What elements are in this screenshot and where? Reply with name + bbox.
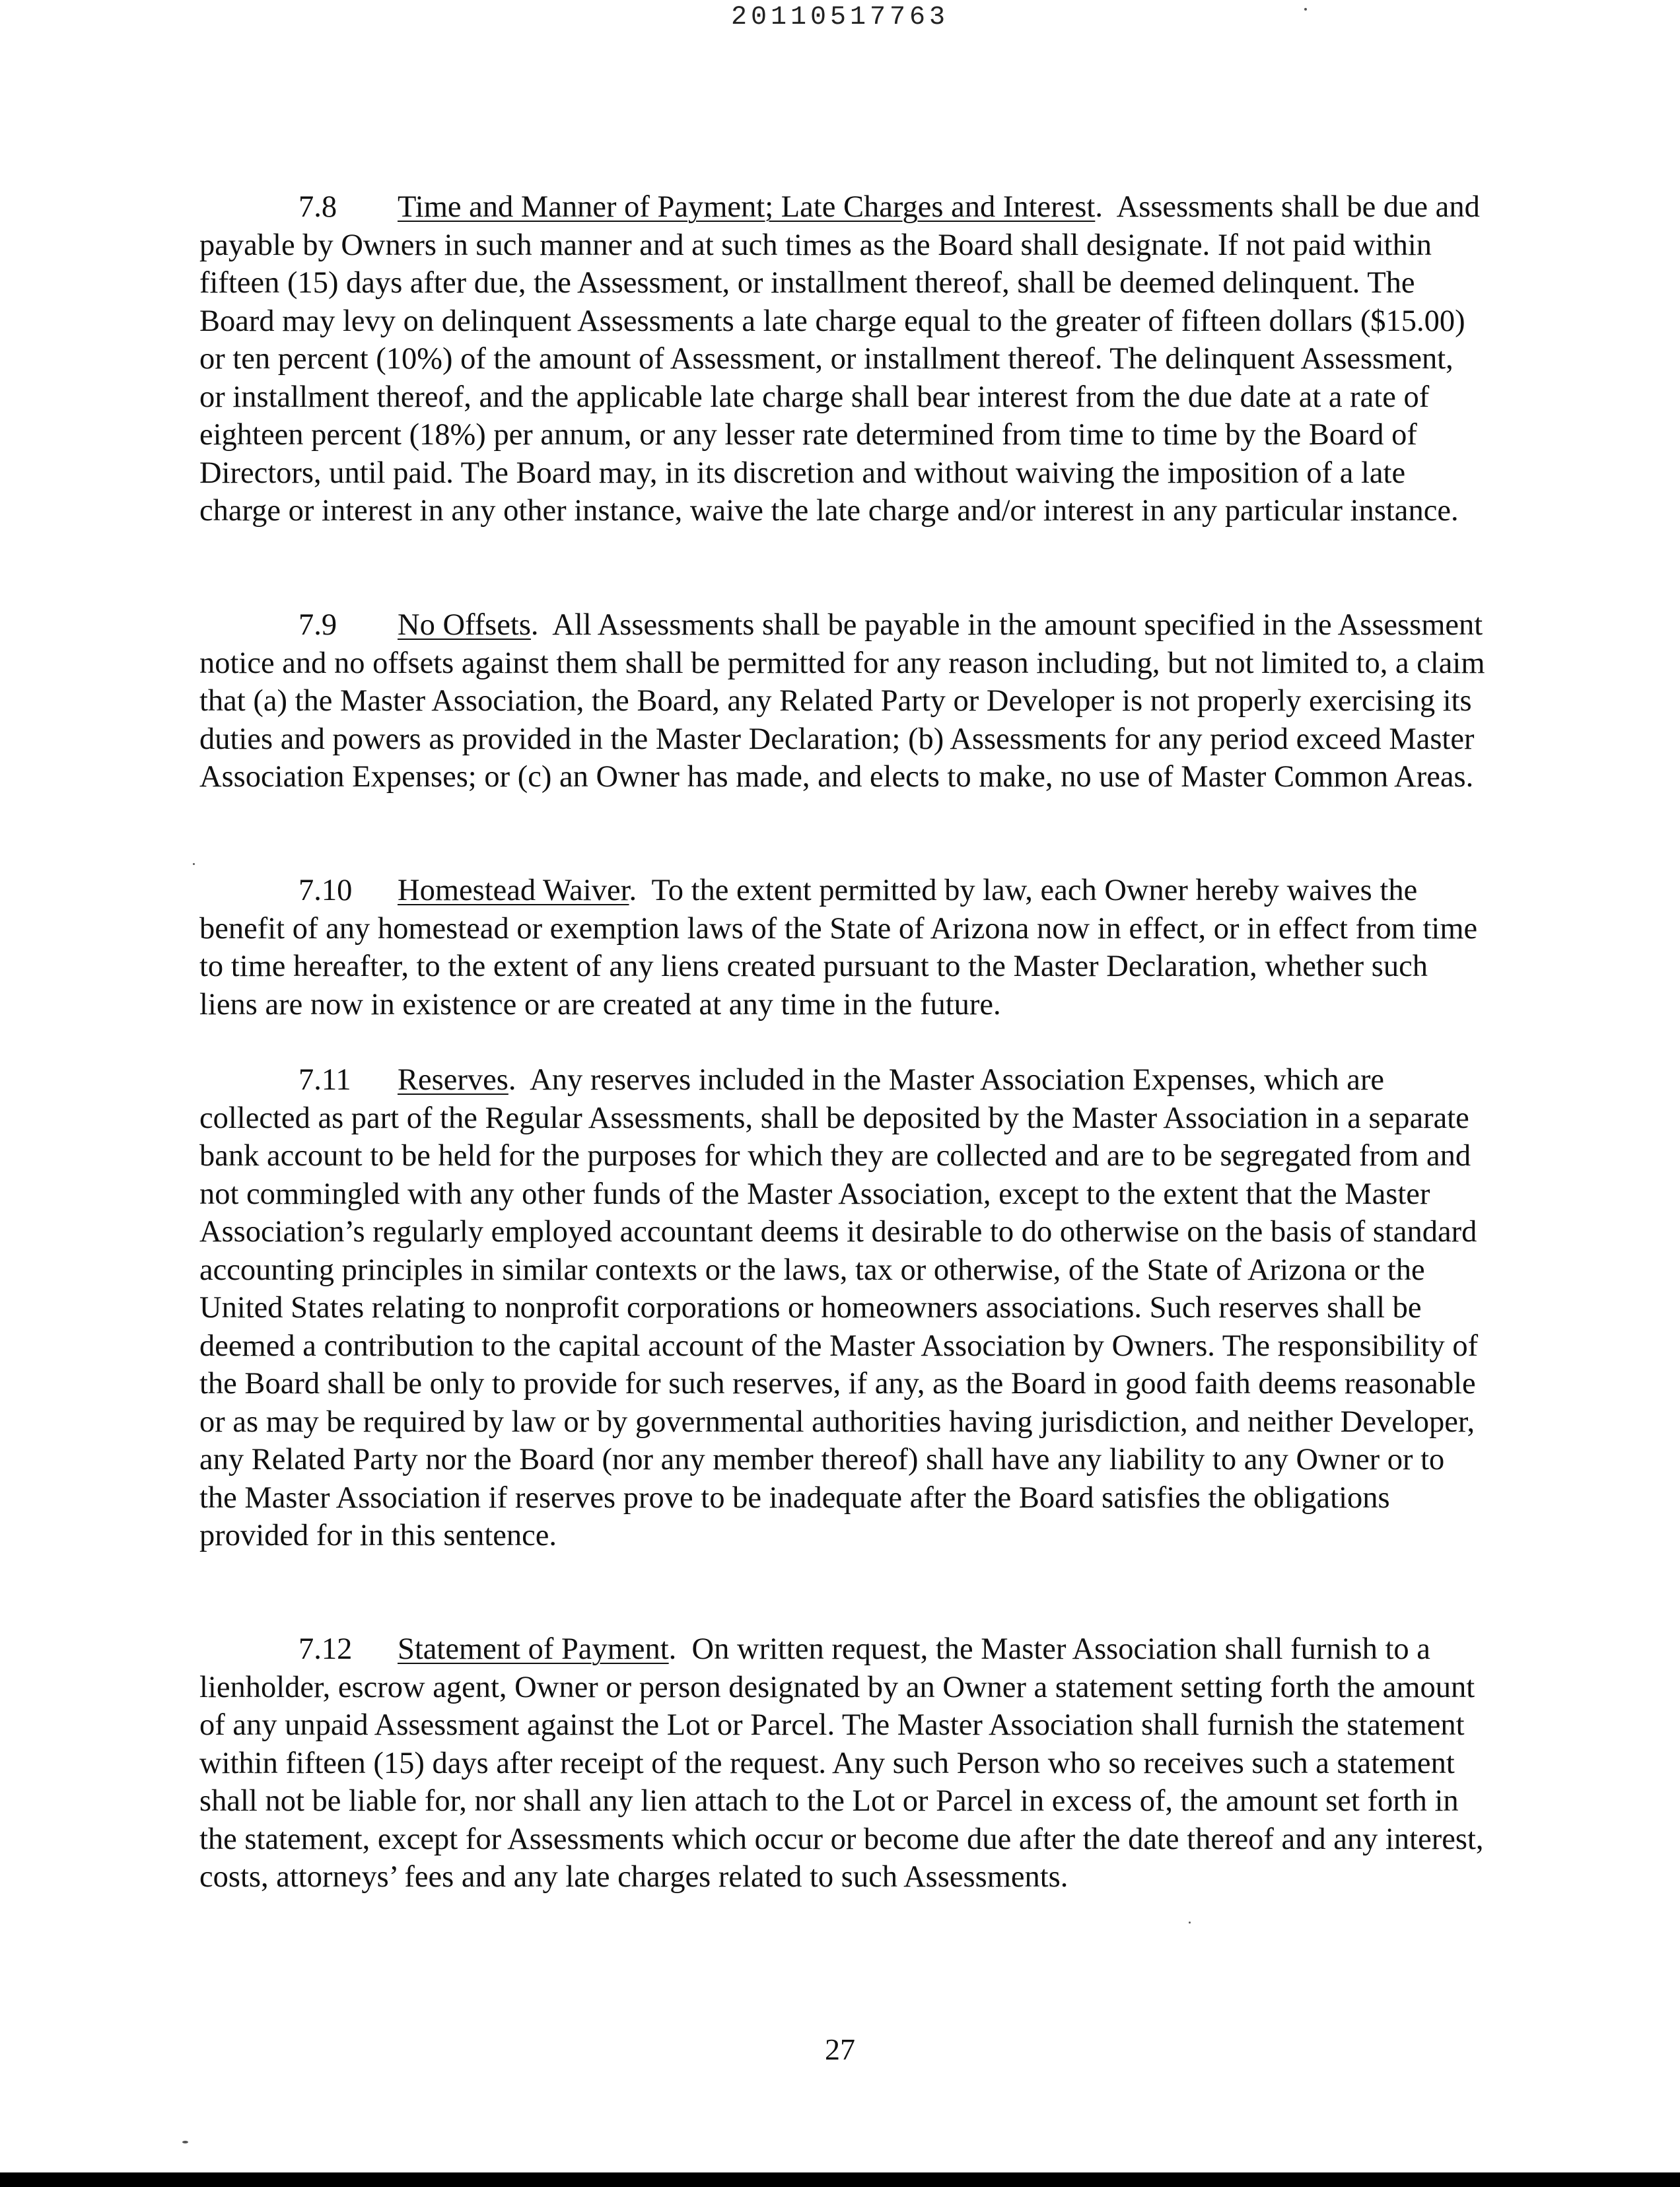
section-number: 7.9: [298, 608, 337, 642]
section-number: 7.8: [298, 190, 337, 224]
section-number: 7.10: [298, 874, 353, 907]
section-paragraph: 7.10 Homestead Waiver. To the extent permitted by law, each Owner hereby waives the benefit of any homestead or exemption laws of the State of Arizona now in effect, or in effect from time to time hereafter, to the extent of any liens created pursuant to the Master Declaration, whether such liens are now in existence or are created at any time in the future.: [199, 872, 1486, 1024]
section-7-11: [199, 1061, 1486, 1555]
section-number: 7.11: [298, 1063, 351, 1097]
scan-speck: [1189, 1922, 1191, 1924]
section-number: 7.12: [298, 1632, 353, 1666]
section-title: Time and Manner of Payment; Late Charges and Interest: [398, 190, 1096, 224]
section-title: Reserves: [398, 1063, 508, 1097]
section-body: Any reserves included in the Master Association Expenses, which are collected as part of the Regular Assessments, shall be deposited by the Master Association in a separate bank account to be held for the purposes for which they are collected and are to be segregated from and not commingled with any other funds of the Master Association, except to the extent that the Master Association’s regularly employed accountant deems it desirable to do otherwise on the basis of standard accounting principles in similar contexts or the laws, tax or otherwise, of the State of Arizona or the United States relating to nonprofit corporations or homeowners associations. Such reserves shall be deemed a contribution to the capital account of the Master Association by Owners. The responsibility of the Board shall be only to provide for such reserves, if any, as the Board in good faith deems reasonable or as may be required by law or by governmental authorities having jurisdiction, and neither Developer, any Related Party nor the Board (nor any member thereof) shall have any liability to any Owner or to the Master Association if reserves prove to be inadequate after the Board satisfies the obligations provided for in this sentence.: [199, 1063, 1479, 1552]
section-7-8: [199, 188, 1486, 530]
scan-speck: [193, 863, 195, 865]
scan-speck: [182, 2141, 188, 2143]
section-paragraph: 7.11 Reserves. Any reserves included in the Master Association Expenses, which are collected as part of the Regular Assessments, shall be deposited by the Master Association in a separate bank account to be held for the purposes for which they are collected and are to be segregated from and not commingled with any other funds of the Master Association, except to the extent that the Master Association’s regularly employed accountant deems it desirable to do otherwise on the basis of standard accounting principles in similar contexts or the laws, tax or otherwise, of the State of Arizona or the United States relating to nonprofit corporations or homeowners associations. Such reserves shall be deemed a contribution to the capital account of the Master Association by Owners. The responsibility of the Board shall be only to provide for such reserves, if any, as the Board in good faith deems reasonable or as may be required by law or by governmental authorities having jurisdiction, and neither Developer, any Related Party nor the Board (nor any member thereof) shall have any liability to any Owner or to the Master Association if reserves prove to be inadequate after the Board satisfies the obligations provided for in this sentence.: [199, 1061, 1486, 1555]
section-paragraph: 7.9 No Offsets. All Assessments shall be payable in the amount specified in the Assessment notice and no offsets against them shall be permitted for any reason including, but not limited to, a claim that (a) the Master Association, the Board, any Related Party or Developer is not properly exercising its duties and powers as provided in the Master Declaration; (b) Assessments for any period exceed Master Association Expenses; or (c) an Owner has made, and elects to make, no use of Master Common Areas.: [199, 606, 1486, 796]
page-number: 27: [825, 2032, 855, 2066]
section-body: Assessments shall be due and payable by Owners in such manner and at such times as the Board shall designate. If not paid within fifteen (15) days after due, the Assessment, or installment thereof, shall be deemed delinquent. The Board may levy on delinquent Assessments a late charge equal to the greater of fifteen dollars ($15.00) or ten percent (10%) of the amount of Assessment, or installment thereof. The delinquent Assessment, or installment thereof, and the applicable late charge shall bear interest from the due date at a rate of eighteen percent (18%) per annum, or any lesser rate determined from time to time by the Board of Directors, until paid. The Board may, in its discretion and without waiving the imposition of a late charge or interest in any other instance, waive the late charge and/or interest in any particular instance.: [199, 190, 1480, 528]
section-body: On written request, the Master Association shall furnish to a lienholder, escrow agent, Owner or person designated by an Owner a statement setting forth the amount of any unpaid Assessment against the Lot or Parcel. The Master Association shall furnish the statement within fifteen (15) days after receipt of the request. Any such Person who so receives such a statement shall not be liable for, nor shall any lien attach to the Lot or Parcel in excess of, the amount set forth in the statement, except for Assessments which occur or become due after the date thereof and any interest, costs, attorneys’ fees and any late charges related to such Assessments.: [199, 1632, 1484, 1894]
recording-number: 20110517763: [730, 3, 950, 32]
section-title: Homestead Waiver: [398, 874, 629, 907]
section-body: To the extent permitted by law, each Owner hereby waives the benefit of any homestead or exemption laws of the State of Arizona now in effect, or in effect from time to time hereafter, to the extent of any liens created pursuant to the Master Declaration, whether such liens are now in existence or are created at any time in the future.: [199, 874, 1478, 1022]
section-paragraph: 7.12 Statement of Payment. On written request, the Master Association shall furnish to a lienholder, escrow agent, Owner or person designated by an Owner a statement setting forth the amount of any unpaid Assessment against the Lot or Parcel. The Master Association shall furnish the statement within fifteen (15) days after receipt of the request. Any such Person who so receives such a statement shall not be liable for, nor shall any lien attach to the Lot or Parcel in excess of, the amount set forth in the statement, except for Assessments which occur or become due after the date thereof and any interest, costs, attorneys’ fees and any late charges related to such Assessments.: [199, 1630, 1486, 1896]
section-7-12: [199, 1630, 1486, 1896]
section-paragraph: 7.8 Time and Manner of Payment; Late Charges and Interest. Assessments shall be due and payable by Owners in such manner and at such times as the Board shall designate. If not paid within fifteen (15) days after due, the Assessment, or installment thereof, shall be deemed delinquent. The Board may levy on delinquent Assessments a late charge equal to the greater of fifteen dollars ($15.00) or ten percent (10%) of the amount of Assessment, or installment thereof. The delinquent Assessment, or installment thereof, and the applicable late charge shall bear interest from the due date at a rate of eighteen percent (18%) per annum, or any lesser rate determined from time to time by the Board of Directors, until paid. The Board may, in its discretion and without waiving the imposition of a late charge or interest in any other instance, waive the late charge and/or interest in any particular instance.: [199, 188, 1486, 530]
section-7-9: [199, 606, 1486, 796]
scan-bottom-border: [0, 2172, 1680, 2187]
section-title: No Offsets: [398, 608, 531, 642]
section-7-10: [199, 872, 1486, 1024]
section-body: All Assessments shall be payable in the amount specified in the Assessment notice and no offsets against them shall be permitted for any reason including, but not limited to, a claim that (a) the Master Association, the Board, any Related Party or Developer is not properly exercising its duties and powers as provided in the Master Declaration; (b) Assessments for any period exceed Master Association Expenses; or (c) an Owner has made, and elects to make, no use of Master Common Areas.: [199, 608, 1485, 794]
section-title: Statement of Payment: [398, 1632, 669, 1666]
scan-speck: [1304, 8, 1307, 11]
